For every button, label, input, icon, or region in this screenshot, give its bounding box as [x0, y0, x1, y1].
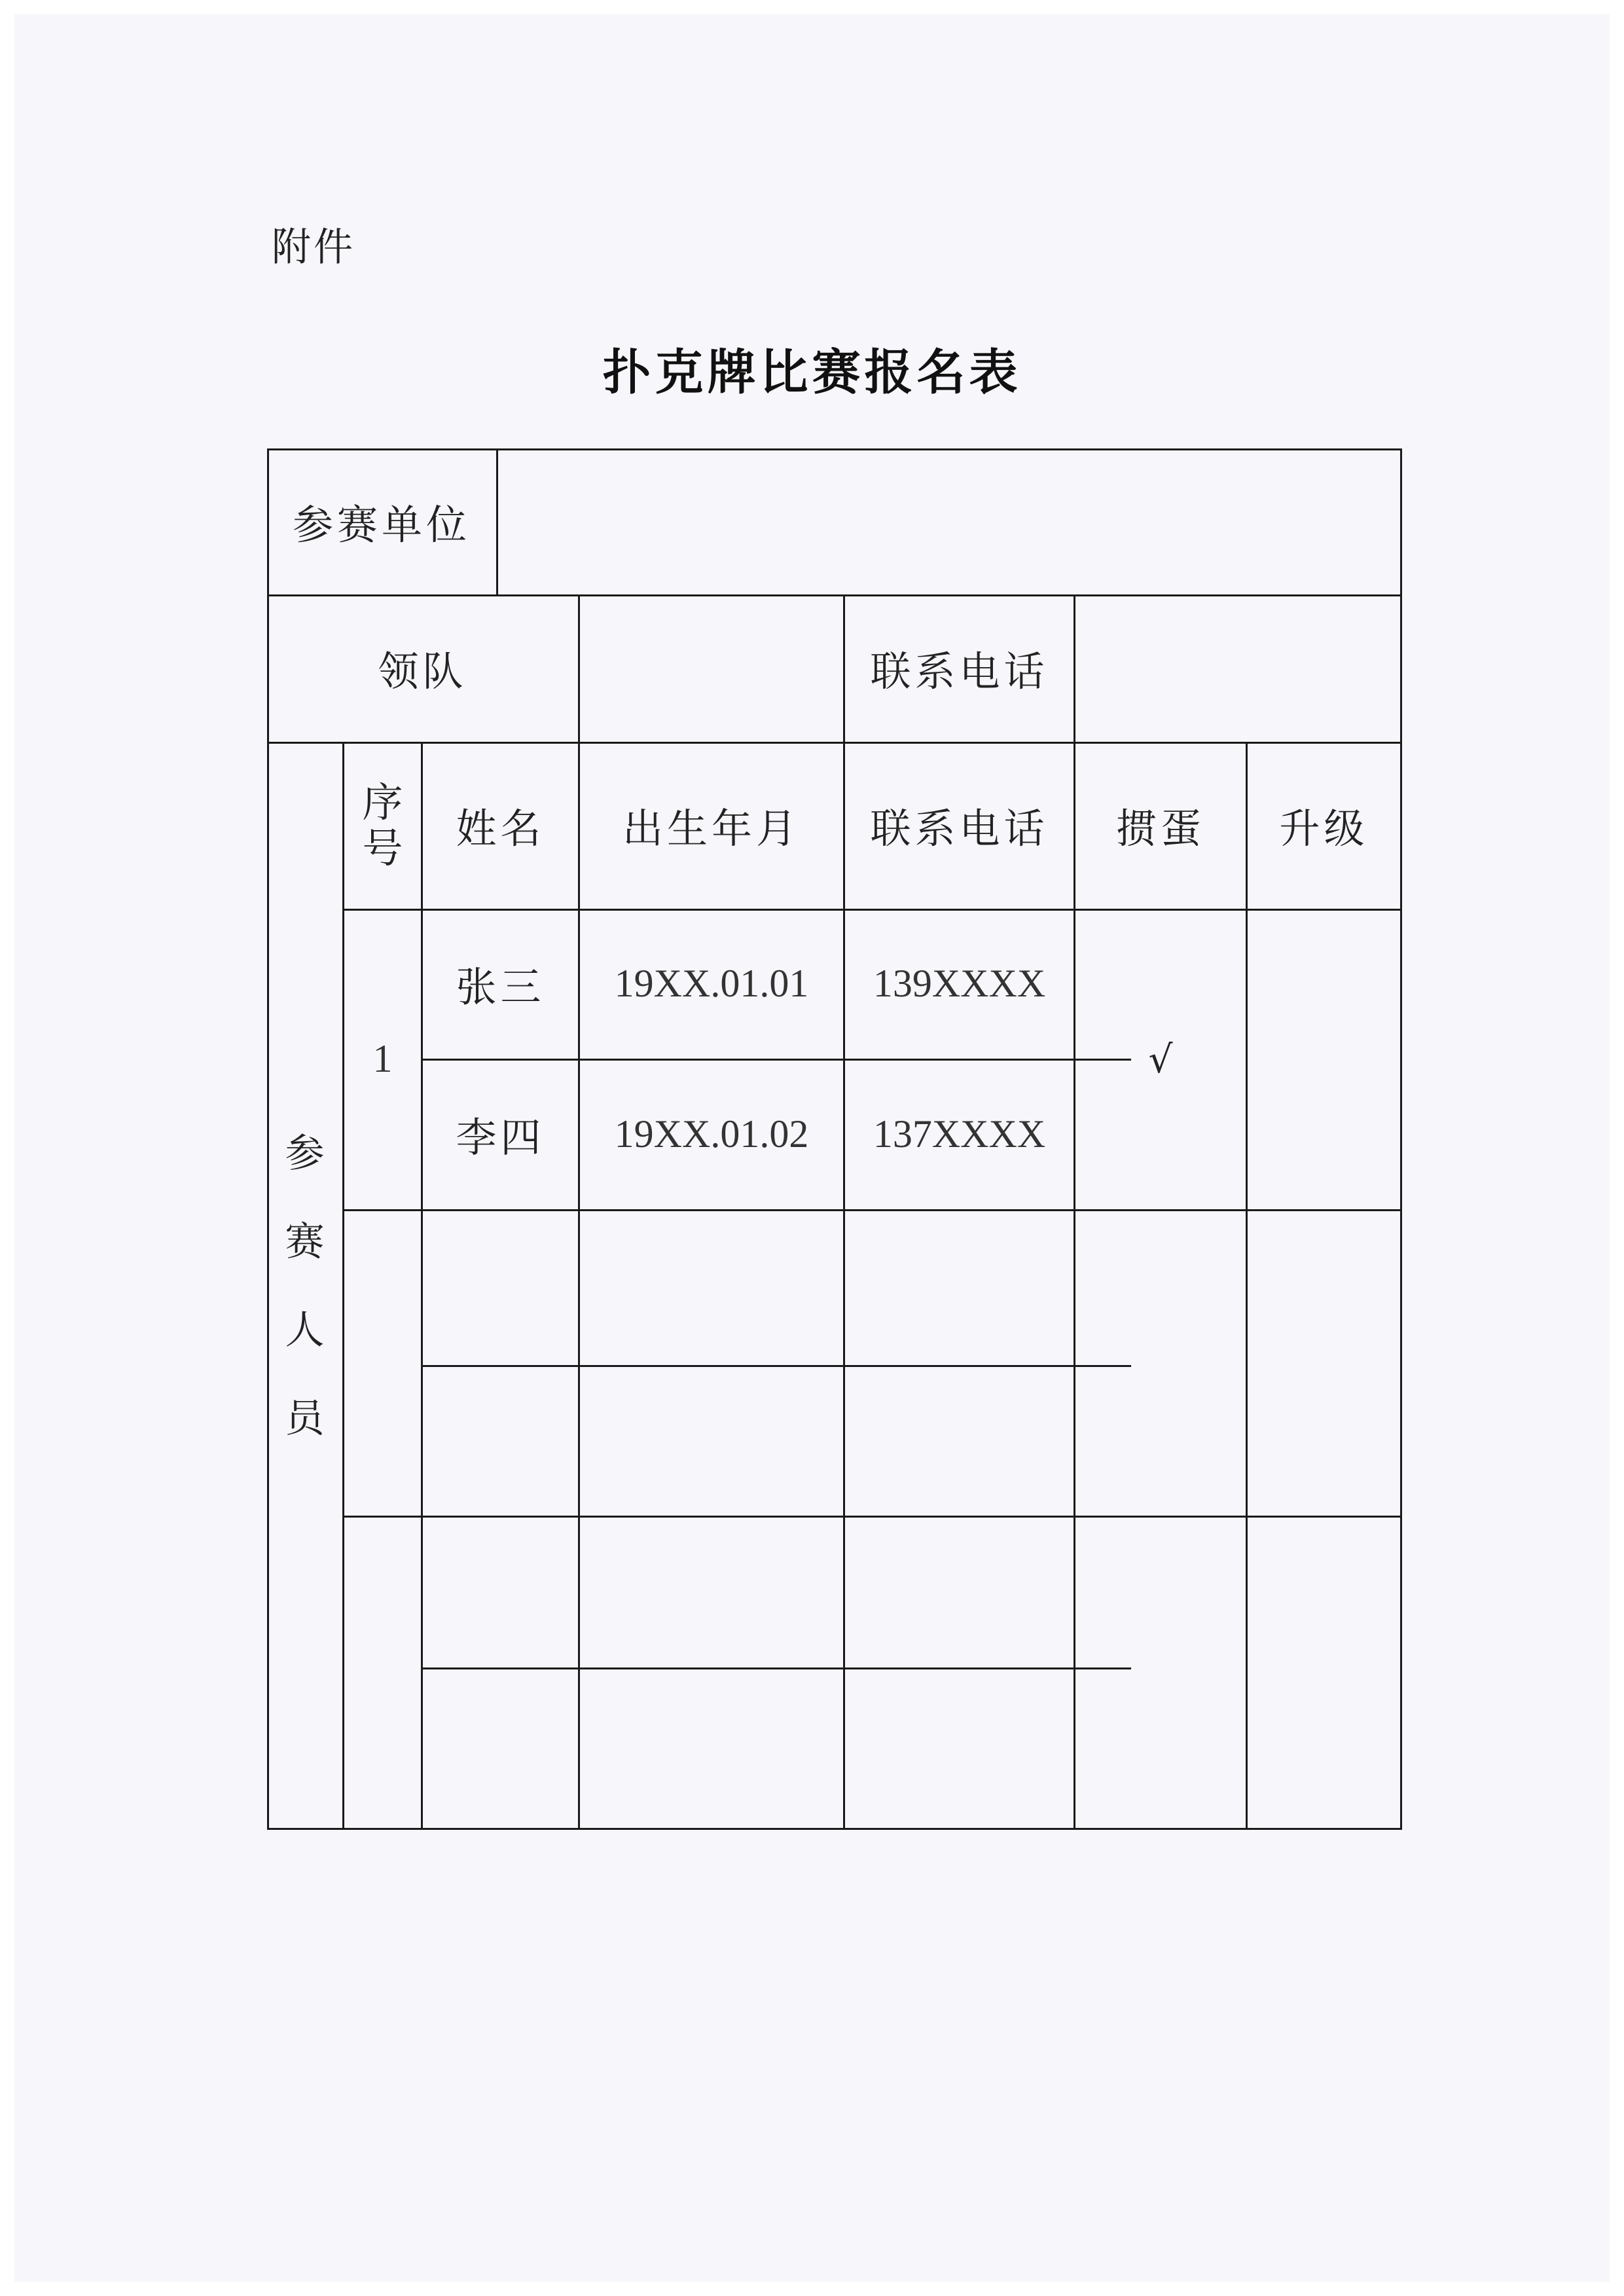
registration-table — [267, 448, 1402, 1830]
section-char-4: 员 — [285, 1396, 325, 1442]
group-3-member-1-phone[interactable] — [845, 1516, 1074, 1667]
column-header-phone: 联系电话 — [870, 805, 1049, 852]
group-3-member-1-birth[interactable] — [580, 1516, 843, 1667]
form-title: 扑克牌比赛报名表 — [602, 344, 1022, 401]
group-3-member-2-name[interactable] — [423, 1667, 578, 1828]
group-1-member-1-birth[interactable]: 19XX.01.01 — [614, 962, 809, 1005]
group-2-member-1-name[interactable] — [423, 1209, 578, 1365]
group-2-shengji-checkbox[interactable] — [1248, 1209, 1400, 1516]
unit-input[interactable] — [498, 448, 1400, 594]
section-char-3: 人 — [285, 1307, 325, 1353]
participants-section-label — [267, 1103, 342, 1470]
group-3-guandan-checkbox[interactable] — [1075, 1516, 1246, 1828]
column-header-name: 姓名 — [456, 805, 545, 852]
group-3-shengji-checkbox[interactable] — [1248, 1516, 1400, 1828]
group-2-seq[interactable] — [344, 1209, 421, 1516]
column-header-shengji: 升级 — [1279, 805, 1369, 852]
group-3-member-1-name[interactable] — [423, 1516, 578, 1667]
section-char-2: 赛 — [285, 1219, 325, 1265]
leader-phone-label: 联系电话 — [870, 647, 1049, 695]
group-1-member-2-birth[interactable]: 19XX.01.02 — [614, 1112, 809, 1156]
group-2-member-1-phone[interactable] — [845, 1209, 1074, 1365]
group-1-member-2-name[interactable]: 李四 — [456, 1113, 545, 1161]
group-2-member-2-birth[interactable] — [580, 1365, 843, 1516]
unit-label: 参赛单位 — [292, 501, 471, 549]
section-char-1: 参 — [285, 1131, 325, 1176]
leader-input[interactable] — [580, 594, 843, 742]
leader-label: 领队 — [378, 647, 467, 695]
group-2-guandan-checkbox[interactable] — [1075, 1209, 1246, 1516]
group-1-shengji-checkbox[interactable] — [1248, 909, 1400, 1209]
column-header-seq — [344, 742, 421, 909]
seq-char-1: 序 — [362, 778, 403, 826]
group-3-member-2-phone[interactable] — [845, 1667, 1074, 1828]
group-2-member-2-phone[interactable] — [845, 1365, 1074, 1516]
group-3-seq[interactable] — [344, 1516, 421, 1828]
group-2-member-1-birth[interactable] — [580, 1209, 843, 1365]
leader-phone-input[interactable] — [1075, 594, 1400, 742]
group-3-member-2-birth[interactable] — [580, 1667, 843, 1828]
group-1-member-1-name[interactable]: 张三 — [456, 963, 545, 1011]
group-1-member-1-phone[interactable]: 139XXXX — [873, 962, 1046, 1005]
annex-label: 附件 — [272, 225, 355, 270]
group-1-guandan-checkbox[interactable]: √ — [1148, 1036, 1173, 1082]
seq-char-2: 号 — [362, 824, 403, 872]
group-1-seq: 1 — [372, 1037, 393, 1080]
group-1-member-2-phone[interactable]: 137XXXX — [873, 1112, 1046, 1156]
column-header-guandan: 掼蛋 — [1115, 805, 1205, 852]
group-2-member-2-name[interactable] — [423, 1365, 578, 1516]
column-header-birth: 出生年月 — [622, 805, 801, 852]
